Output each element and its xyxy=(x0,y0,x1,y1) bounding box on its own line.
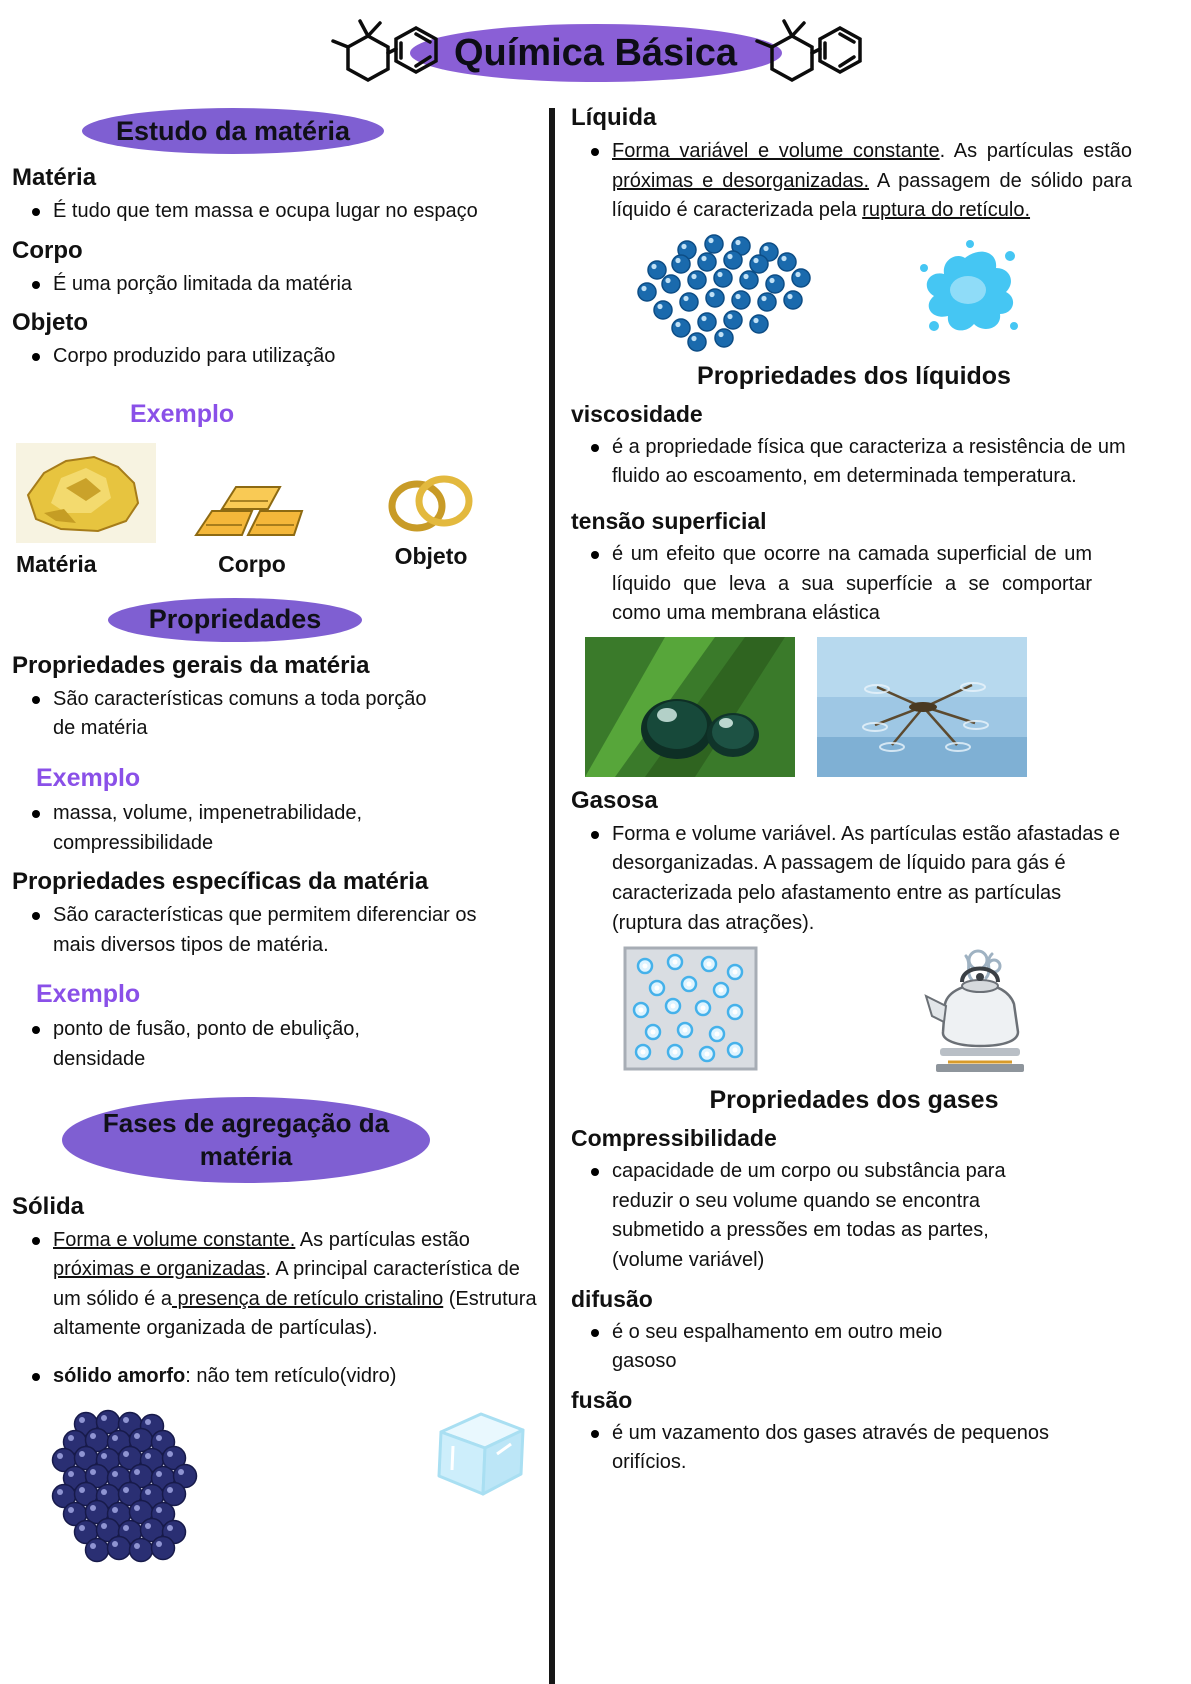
bullet-dot xyxy=(32,1373,40,1381)
bullet-dot xyxy=(591,1329,599,1337)
definition-viscosidade: é a propriedade física que caracteriza a resistência de um fluido ao escoamento, em determinada temperatura. xyxy=(585,433,1177,492)
section-heading-estudo-da-materia: Estudo da matéria xyxy=(82,108,384,154)
solid-image-row xyxy=(40,1406,541,1566)
caption-objeto: Objeto xyxy=(394,542,468,569)
page-title: Química Básica xyxy=(453,31,738,74)
exemplo-heading: Exemplo xyxy=(36,763,141,792)
page-header xyxy=(0,0,1191,98)
bullet-dot xyxy=(32,810,40,818)
bullet-dot xyxy=(591,148,599,156)
definition-fusao: é um vazamento dos gases através de pequenos orifícios. xyxy=(585,1419,1177,1478)
bullet-dot xyxy=(32,281,40,289)
figure-objeto xyxy=(380,469,482,570)
term-gasosa: Gasosa xyxy=(571,786,658,814)
gas-image-row xyxy=(623,946,1177,1076)
definition-propriedades-gerais: São características comuns a toda porção de matéria xyxy=(26,685,541,744)
bullet-dot xyxy=(32,912,40,920)
gold-bars-image xyxy=(190,463,314,543)
gold-nugget-image xyxy=(16,443,156,543)
bullet-dot xyxy=(32,1026,40,1034)
bullet-dot xyxy=(591,1430,599,1438)
term-compressibilidade: Compressibilidade xyxy=(571,1125,777,1152)
column-divider xyxy=(549,108,555,1684)
definition-gasosa: Forma e volume variável. As partículas estão afastadas e desorganizadas. A passagem de líquido para gás é caracterizada pelo afastamento entre as partículas (ruptura das atrações). xyxy=(585,820,1177,938)
bullet-dot xyxy=(32,696,40,704)
liquida-definition-text: Forma variável e volume constante. As partículas estão próximas e desorganizadas. A passagem de sólido para líquido é caracterizada pela ruptura do retículo. xyxy=(612,140,1132,222)
definition-objeto: Corpo produzido para utilização xyxy=(26,342,541,372)
gas-particles-image xyxy=(623,946,758,1071)
left-column xyxy=(0,98,549,1566)
definition-propriedades-especificas: São características que permitem diferenciar os mais diversos tipos de matéria. xyxy=(26,901,541,960)
caption-materia: Matéria xyxy=(16,550,97,577)
heading-propriedades-dos-liquidos: Propriedades dos líquidos xyxy=(697,361,1011,390)
molecule-icon xyxy=(324,11,444,95)
definition-liquida xyxy=(585,137,1177,226)
definition-solida xyxy=(26,1226,541,1344)
crystal-lattice-image xyxy=(40,1406,205,1566)
liquid-particles-image xyxy=(629,232,824,352)
definition-solido-amorfo xyxy=(26,1362,541,1392)
surface-tension-image-row xyxy=(585,637,1177,777)
ice-cube-image xyxy=(423,1400,538,1505)
bullet-dot xyxy=(591,444,599,452)
right-column xyxy=(555,98,1191,1483)
term-materia: Matéria xyxy=(12,164,97,191)
term-tensao-superficial: tensão superficial xyxy=(571,507,767,534)
water-splash-icon xyxy=(910,238,1025,338)
bullet-dot xyxy=(32,208,40,216)
bullet-dot xyxy=(32,353,40,361)
figure-corpo xyxy=(190,463,314,578)
water-droplets-photo xyxy=(585,637,795,777)
term-objeto: Objeto xyxy=(12,309,88,337)
exemplo-especificas-list: ponto de fusão, ponto de ebulição, densidade xyxy=(26,1015,541,1074)
term-fusao: fusão xyxy=(571,1386,633,1413)
definition-difusao: é o seu espalhamento em outro meio gasoso xyxy=(585,1318,1177,1377)
solido-amorfo-text: sólido amorfo: não tem retículo(vidro) xyxy=(53,1364,397,1387)
figure-materia xyxy=(16,443,156,578)
section-heading-fases-de-agregacao: Fases de agregação da matéria xyxy=(62,1097,430,1183)
definition-materia: É tudo que tem massa e ocupa lugar no espaço xyxy=(26,197,541,227)
term-corpo: Corpo xyxy=(12,236,83,264)
term-difusao: difusão xyxy=(571,1285,653,1312)
caption-corpo: Corpo xyxy=(218,550,286,577)
bullet-dot xyxy=(591,551,599,559)
term-solida: Sólida xyxy=(12,1192,85,1220)
page-title-highlight xyxy=(410,24,782,82)
bullet-dot xyxy=(591,831,599,839)
definition-compressibilidade: capacidade de um corpo ou substância para reduzir o seu volume quando se encontra submetido a pressões em todas as partes, (volume variável) xyxy=(585,1157,1177,1275)
liquid-image-row xyxy=(629,232,1177,352)
exemplo-heading: Exemplo xyxy=(36,980,141,1009)
exemplo-heading: Exemplo xyxy=(130,399,235,428)
bullet-dot xyxy=(32,1237,40,1245)
term-propriedades-gerais: Propriedades gerais da matéria xyxy=(12,651,370,679)
term-liquida: Líquida xyxy=(571,104,657,131)
definition-corpo: É uma porção limitada da matéria xyxy=(26,270,541,300)
term-propriedades-especificas: Propriedades específicas da matéria xyxy=(12,868,429,896)
solida-definition-text: Forma e volume constante. As partículas estão próximas e organizadas. A principal característica de um sólido é a presença de retículo cristalino (Estrutura altamente organizada de partículas). xyxy=(53,1228,537,1340)
kettle-steam-image xyxy=(910,946,1045,1076)
heading-propriedades-dos-gases: Propriedades dos gases xyxy=(709,1086,999,1115)
examples-image-row xyxy=(16,443,541,578)
gold-rings-image xyxy=(380,469,482,535)
exemplo-gerais-list: massa, volume, impenetrabilidade, compressibilidade xyxy=(26,799,541,858)
molecule-icon xyxy=(748,11,868,95)
section-heading-propriedades: Propriedades xyxy=(108,598,362,642)
definition-tensao-superficial: é um efeito que ocorre na camada superficial de um líquido que leva a sua superfície a se comportar como uma membrana elástica xyxy=(585,540,1177,629)
water-strider-photo xyxy=(817,637,1027,777)
term-viscosidade: viscosidade xyxy=(571,400,703,427)
bullet-dot xyxy=(591,1168,599,1176)
